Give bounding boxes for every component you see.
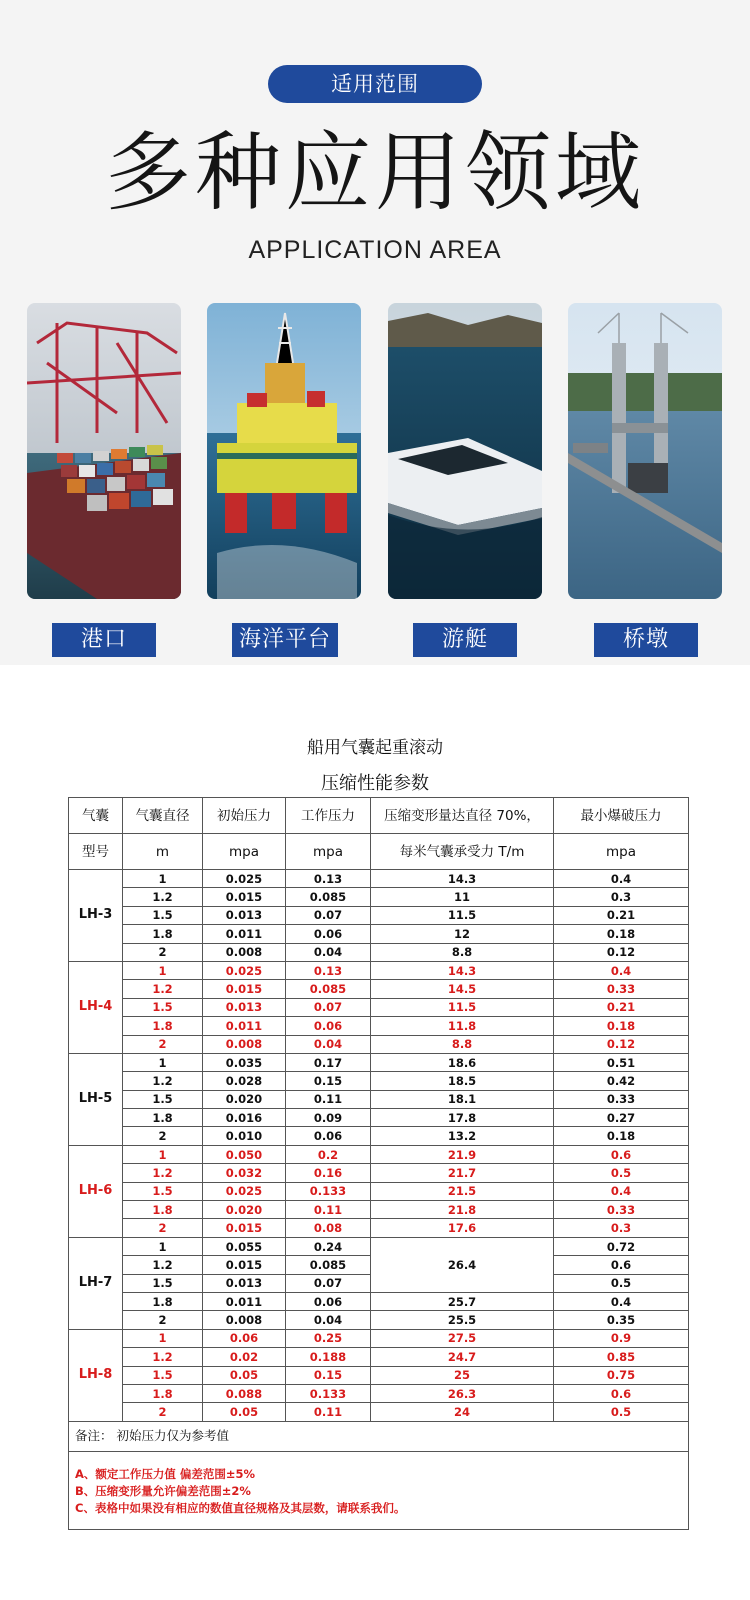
table-row <box>69 1109 689 1127</box>
application-label-bridge: 桥墩 <box>594 623 698 657</box>
initial-pressure-cell: 0.016 <box>203 1109 286 1127</box>
bearing-force-cell: 11 <box>371 888 554 906</box>
burst-pressure-cell: 0.5 <box>554 1403 689 1421</box>
diameter-cell: 2 <box>123 1035 203 1053</box>
burst-pressure-cell: 0.18 <box>554 925 689 943</box>
working-pressure-cell: 0.2 <box>286 1145 371 1163</box>
diameter-cell: 1.2 <box>123 1348 203 1366</box>
bearing-force-cell: 24 <box>371 1403 554 1421</box>
bearing-force-cell: 18.5 <box>371 1072 554 1090</box>
burst-pressure-cell: 0.18 <box>554 1017 689 1035</box>
diameter-cell: 1.8 <box>123 1384 203 1402</box>
burst-pressure-cell: 0.12 <box>554 1035 689 1053</box>
spec-table <box>68 797 689 1530</box>
bearing-force-cell: 18.6 <box>371 1053 554 1071</box>
burst-pressure-cell: 0.6 <box>554 1256 689 1274</box>
working-pressure-cell: 0.25 <box>286 1329 371 1347</box>
table-row <box>69 1053 689 1071</box>
header-bearing-force-unit: 每米气囊承受力 T/m <box>371 834 554 870</box>
model-cell: LH-5 <box>69 1053 123 1145</box>
working-pressure-cell: 0.085 <box>286 980 371 998</box>
working-pressure-cell: 0.06 <box>286 1017 371 1035</box>
bearing-force-cell: 24.7 <box>371 1348 554 1366</box>
table-row <box>69 1145 689 1163</box>
diameter-cell: 1.2 <box>123 980 203 998</box>
burst-pressure-cell: 0.51 <box>554 1053 689 1071</box>
diameter-cell: 1.8 <box>123 1017 203 1035</box>
initial-pressure-cell: 0.055 <box>203 1237 286 1255</box>
burst-pressure-cell: 0.5 <box>554 1164 689 1182</box>
header-working-pressure: 工作压力 <box>286 798 371 834</box>
burst-pressure-cell: 0.75 <box>554 1366 689 1384</box>
burst-pressure-cell: 0.4 <box>554 961 689 979</box>
section-tag: 适用范围 <box>268 65 482 103</box>
working-pressure-cell: 0.07 <box>286 998 371 1016</box>
offshore-platform-photo <box>207 303 361 599</box>
initial-pressure-cell: 0.025 <box>203 1182 286 1200</box>
working-pressure-cell: 0.11 <box>286 1201 371 1219</box>
diameter-cell: 1.2 <box>123 1164 203 1182</box>
burst-pressure-cell: 0.4 <box>554 1182 689 1200</box>
burst-pressure-cell: 0.27 <box>554 1109 689 1127</box>
table-row <box>69 980 689 998</box>
working-pressure-cell: 0.04 <box>286 1035 371 1053</box>
table-row <box>69 906 689 924</box>
working-pressure-cell: 0.07 <box>286 906 371 924</box>
diameter-cell: 1.8 <box>123 1109 203 1127</box>
diameter-cell: 1.2 <box>123 1256 203 1274</box>
header-burst-pressure: 最小爆破压力 <box>554 798 689 834</box>
bearing-force-cell: 11.5 <box>371 998 554 1016</box>
port-photo <box>27 303 181 599</box>
working-pressure-cell: 0.06 <box>286 1127 371 1145</box>
table-row <box>69 1403 689 1421</box>
table-row <box>69 870 689 888</box>
diameter-cell: 1 <box>123 1145 203 1163</box>
page-title: 多种应用领域 <box>105 123 645 223</box>
initial-pressure-cell: 0.02 <box>203 1348 286 1366</box>
initial-pressure-cell: 0.010 <box>203 1127 286 1145</box>
table-row <box>69 1164 689 1182</box>
page-subtitle: APPLICATION AREA <box>248 236 502 264</box>
burst-pressure-cell: 0.6 <box>554 1145 689 1163</box>
bearing-force-cell: 25.7 <box>371 1292 554 1310</box>
initial-pressure-cell: 0.035 <box>203 1053 286 1071</box>
initial-pressure-cell: 0.015 <box>203 1219 286 1237</box>
initial-pressure-cell: 0.015 <box>203 1256 286 1274</box>
table-row <box>69 1072 689 1090</box>
table-row <box>69 1182 689 1200</box>
initial-pressure-cell: 0.015 <box>203 888 286 906</box>
working-pressure-cell: 0.09 <box>286 1109 371 1127</box>
initial-pressure-cell: 0.05 <box>203 1403 286 1421</box>
table-row <box>69 1384 689 1402</box>
bearing-force-cell: 14.3 <box>371 961 554 979</box>
working-pressure-cell: 0.17 <box>286 1053 371 1071</box>
working-pressure-cell: 0.085 <box>286 1256 371 1274</box>
diameter-cell: 2 <box>123 1403 203 1421</box>
diameter-cell: 1 <box>123 1329 203 1347</box>
table-notes <box>69 1451 689 1529</box>
bearing-force-cell: 17.8 <box>371 1109 554 1127</box>
diameter-cell: 1 <box>123 870 203 888</box>
table-row <box>69 1219 689 1237</box>
burst-pressure-cell: 0.33 <box>554 1090 689 1108</box>
bearing-force-cell: 17.6 <box>371 1219 554 1237</box>
header-burst-pressure-unit: mpa <box>554 834 689 870</box>
bearing-force-merged-cell: 26.4 <box>371 1237 554 1292</box>
burst-pressure-cell: 0.5 <box>554 1274 689 1292</box>
header-diameter-unit: m <box>123 834 203 870</box>
working-pressure-cell: 0.07 <box>286 1274 371 1292</box>
application-area-section <box>0 0 750 665</box>
burst-pressure-cell: 0.4 <box>554 1292 689 1310</box>
header-initial-pressure-unit: mpa <box>203 834 286 870</box>
diameter-cell: 2 <box>123 1219 203 1237</box>
table-row <box>69 1237 689 1255</box>
bearing-force-cell: 21.7 <box>371 1164 554 1182</box>
yacht-photo <box>388 303 542 599</box>
bearing-force-cell: 8.8 <box>371 1035 554 1053</box>
initial-pressure-cell: 0.025 <box>203 961 286 979</box>
diameter-cell: 1.2 <box>123 1072 203 1090</box>
working-pressure-cell: 0.11 <box>286 1403 371 1421</box>
working-pressure-cell: 0.06 <box>286 925 371 943</box>
table-row <box>69 925 689 943</box>
table-row <box>69 1311 689 1329</box>
diameter-cell: 1 <box>123 1053 203 1071</box>
initial-pressure-cell: 0.015 <box>203 980 286 998</box>
bearing-force-cell: 18.1 <box>371 1090 554 1108</box>
diameter-cell: 1.5 <box>123 1366 203 1384</box>
initial-pressure-cell: 0.025 <box>203 870 286 888</box>
table-remark: 备注： 初始压力仅为参考值 <box>69 1421 689 1451</box>
burst-pressure-cell: 0.12 <box>554 943 689 961</box>
working-pressure-cell: 0.04 <box>286 943 371 961</box>
working-pressure-cell: 0.188 <box>286 1348 371 1366</box>
burst-pressure-cell: 0.3 <box>554 1219 689 1237</box>
working-pressure-cell: 0.15 <box>286 1072 371 1090</box>
model-cell: LH-8 <box>69 1329 123 1421</box>
bearing-force-cell: 13.2 <box>371 1127 554 1145</box>
burst-pressure-cell: 0.33 <box>554 1201 689 1219</box>
bearing-force-cell: 26.3 <box>371 1384 554 1402</box>
initial-pressure-cell: 0.020 <box>203 1090 286 1108</box>
initial-pressure-cell: 0.06 <box>203 1329 286 1347</box>
burst-pressure-cell: 0.42 <box>554 1072 689 1090</box>
initial-pressure-cell: 0.008 <box>203 1035 286 1053</box>
table-row <box>69 1017 689 1035</box>
note-a: A、额定工作压力值 偏差范围±5% <box>75 1466 256 1481</box>
diameter-cell: 1.5 <box>123 1182 203 1200</box>
header-model-unit: 型号 <box>69 834 123 870</box>
initial-pressure-cell: 0.013 <box>203 906 286 924</box>
diameter-cell: 1.5 <box>123 1090 203 1108</box>
spec-table-body <box>69 870 689 1422</box>
burst-pressure-cell: 0.3 <box>554 888 689 906</box>
working-pressure-cell: 0.06 <box>286 1292 371 1310</box>
table-row <box>69 888 689 906</box>
application-label-port: 港口 <box>52 623 156 657</box>
burst-pressure-cell: 0.4 <box>554 870 689 888</box>
initial-pressure-cell: 0.011 <box>203 925 286 943</box>
initial-pressure-cell: 0.013 <box>203 998 286 1016</box>
bearing-force-cell: 21.8 <box>371 1201 554 1219</box>
header-model: 气囊 <box>69 798 123 834</box>
bearing-force-cell: 14.3 <box>371 870 554 888</box>
burst-pressure-cell: 0.6 <box>554 1384 689 1402</box>
table-row <box>69 1348 689 1366</box>
bearing-force-cell: 25.5 <box>371 1311 554 1329</box>
burst-pressure-cell: 0.85 <box>554 1348 689 1366</box>
application-label-yacht: 游艇 <box>413 623 517 657</box>
diameter-cell: 2 <box>123 1127 203 1145</box>
initial-pressure-cell: 0.088 <box>203 1384 286 1402</box>
table-title: 船用气囊起重滚动 <box>307 738 443 758</box>
working-pressure-cell: 0.04 <box>286 1311 371 1329</box>
table-row <box>69 1090 689 1108</box>
burst-pressure-cell: 0.35 <box>554 1311 689 1329</box>
working-pressure-cell: 0.08 <box>286 1219 371 1237</box>
bearing-force-cell: 21.9 <box>371 1145 554 1163</box>
bearing-force-cell: 27.5 <box>371 1329 554 1347</box>
model-cell: LH-7 <box>69 1237 123 1329</box>
burst-pressure-cell: 0.21 <box>554 906 689 924</box>
header-initial-pressure: 初始压力 <box>203 798 286 834</box>
diameter-cell: 2 <box>123 1311 203 1329</box>
bearing-force-cell: 8.8 <box>371 943 554 961</box>
diameter-cell: 1.8 <box>123 1292 203 1310</box>
note-c: C、表格中如果没有相应的数值直径规格及其层数，请联系我们。 <box>75 1500 406 1515</box>
application-label-platform: 海洋平台 <box>232 623 338 657</box>
header-bearing-force: 压缩变形量达直径 70%， <box>371 798 554 834</box>
working-pressure-cell: 0.133 <box>286 1182 371 1200</box>
diameter-cell: 1.5 <box>123 998 203 1016</box>
diameter-cell: 1 <box>123 1237 203 1255</box>
note-b: B、压缩变形量允许偏差范围±2% <box>75 1483 251 1498</box>
initial-pressure-cell: 0.013 <box>203 1274 286 1292</box>
bearing-force-cell: 12 <box>371 925 554 943</box>
diameter-cell: 1.8 <box>123 925 203 943</box>
table-row <box>69 1366 689 1384</box>
burst-pressure-cell: 0.72 <box>554 1237 689 1255</box>
header-working-pressure-unit: mpa <box>286 834 371 870</box>
model-cell: LH-6 <box>69 1145 123 1237</box>
working-pressure-cell: 0.133 <box>286 1384 371 1402</box>
diameter-cell: 2 <box>123 943 203 961</box>
table-row <box>69 961 689 979</box>
diameter-cell: 1.8 <box>123 1201 203 1219</box>
initial-pressure-cell: 0.011 <box>203 1292 286 1310</box>
table-row <box>69 1035 689 1053</box>
burst-pressure-cell: 0.33 <box>554 980 689 998</box>
diameter-cell: 1.5 <box>123 906 203 924</box>
table-row <box>69 1292 689 1310</box>
initial-pressure-cell: 0.020 <box>203 1201 286 1219</box>
diameter-cell: 1.5 <box>123 1274 203 1292</box>
header-diameter: 气囊直径 <box>123 798 203 834</box>
burst-pressure-cell: 0.18 <box>554 1127 689 1145</box>
table-row <box>69 1201 689 1219</box>
bridge-pier-photo <box>568 303 722 599</box>
bearing-force-cell: 11.8 <box>371 1017 554 1035</box>
bearing-force-cell: 25 <box>371 1366 554 1384</box>
model-cell: LH-4 <box>69 961 123 1053</box>
working-pressure-cell: 0.11 <box>286 1090 371 1108</box>
working-pressure-cell: 0.13 <box>286 870 371 888</box>
initial-pressure-cell: 0.011 <box>203 1017 286 1035</box>
initial-pressure-cell: 0.050 <box>203 1145 286 1163</box>
spec-table-wrapper <box>68 797 688 1530</box>
working-pressure-cell: 0.24 <box>286 1237 371 1255</box>
table-row <box>69 1329 689 1347</box>
working-pressure-cell: 0.085 <box>286 888 371 906</box>
diameter-cell: 1 <box>123 961 203 979</box>
burst-pressure-cell: 0.9 <box>554 1329 689 1347</box>
table-row <box>69 998 689 1016</box>
initial-pressure-cell: 0.05 <box>203 1366 286 1384</box>
bearing-force-cell: 11.5 <box>371 906 554 924</box>
initial-pressure-cell: 0.008 <box>203 943 286 961</box>
working-pressure-cell: 0.16 <box>286 1164 371 1182</box>
initial-pressure-cell: 0.032 <box>203 1164 286 1182</box>
table-row <box>69 1127 689 1145</box>
diameter-cell: 1.2 <box>123 888 203 906</box>
table-subtitle: 压缩性能参数 <box>321 773 429 794</box>
table-row <box>69 943 689 961</box>
burst-pressure-cell: 0.21 <box>554 998 689 1016</box>
initial-pressure-cell: 0.028 <box>203 1072 286 1090</box>
bearing-force-cell: 21.5 <box>371 1182 554 1200</box>
working-pressure-cell: 0.15 <box>286 1366 371 1384</box>
model-cell: LH-3 <box>69 870 123 962</box>
bearing-force-cell: 14.5 <box>371 980 554 998</box>
working-pressure-cell: 0.13 <box>286 961 371 979</box>
initial-pressure-cell: 0.008 <box>203 1311 286 1329</box>
